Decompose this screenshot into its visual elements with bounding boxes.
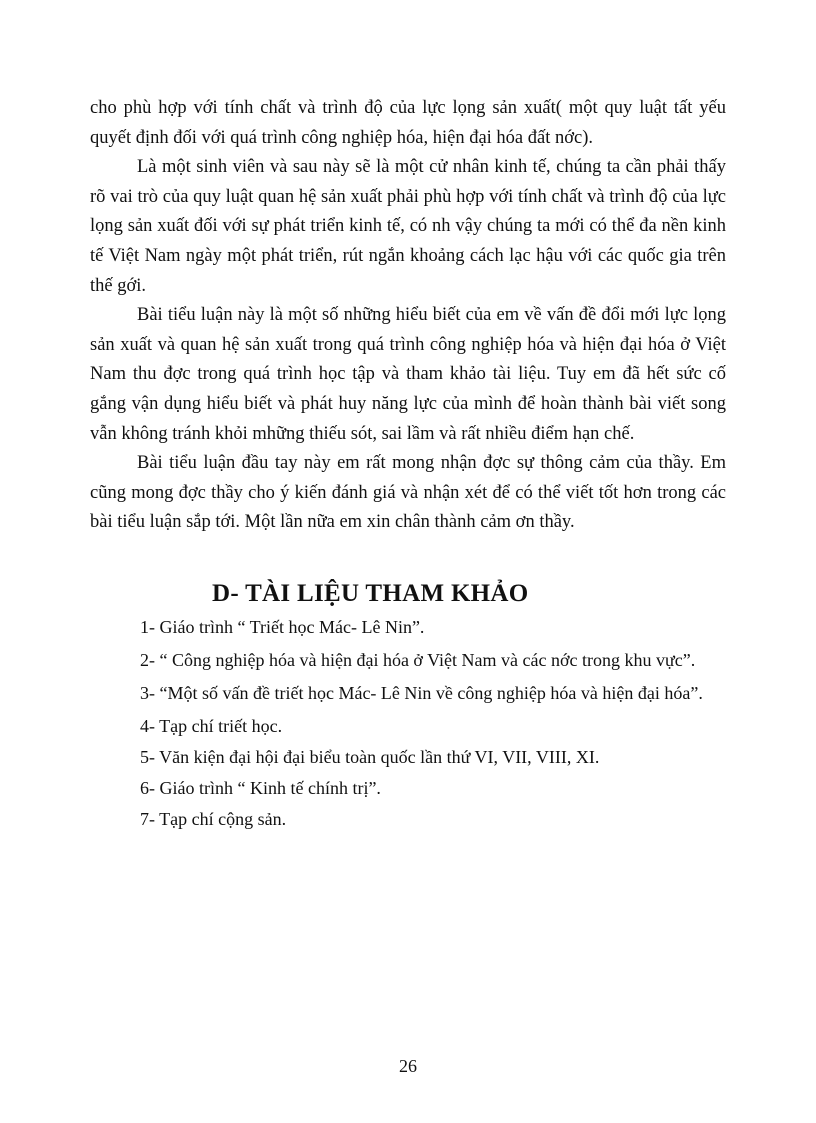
references-heading: D- TÀI LIỆU THAM KHẢO	[212, 580, 529, 607]
reference-item: 6- Giáo trình “ Kinh tế chính trị”.	[140, 778, 381, 798]
body-paragraph: Là một sinh viên và sau này sẽ là một cử nhân kinh tế, chúng ta cần phải thấy rõ vai trò của quy luật quan hệ sản xuất phải phù hợp với tính chất và trình độ của lực lọng sản xuất đối với sự phát triển kinh tế, có nh vậy chúng ta mới có thể đa nền kinh tế Việt Nam ngày một phát triển, rút ngắn khoảng cách lạc hậu với các quốc gia trên thế gới.	[90, 157, 726, 296]
reference-item: 7- Tạp chí cộng sản.	[140, 809, 287, 829]
reference-item: 3- “Một số vấn đề triết học Mác- Lê Nin về công nghiệp hóa và hiện đại hóa”.	[140, 683, 703, 703]
reference-list	[140, 612, 730, 835]
conclusion-text	[90, 94, 726, 538]
page-number: 26	[399, 1056, 417, 1076]
body-paragraph: cho phù hợp với tính chất và trình độ của lực lọng sản xuất( một quy luật tất yếu quyết định đối với quá trình công nghiệp hóa, hiện đại hóa đất nớc).	[90, 98, 726, 148]
body-paragraph: Bài tiểu luận này là một số những hiểu biết của em về vấn đề đổi mới lực lọng sản xuất và quan hệ sản xuất trong quá trình công nghiệp hóa và hiện đại hóa ở Việt Nam thu đợc trong quá trình học tập và tham khảo tài liệu. Tuy em đã hết sức cố gắng vận dụng hiểu biết và phát huy năng lực của mình để hoàn thành bài viết song vẫn không tránh khỏi mhững thiếu sót, sai lầm và rất nhiều điểm hạn chế.	[90, 305, 726, 444]
reference-item: 5- Văn kiện đại hội đại biểu toàn quốc lần thứ VI, VII, VIII, XI.	[140, 747, 600, 767]
reference-item: 1- Giáo trình “ Triết học Mác- Lê Nin”.	[140, 617, 425, 637]
reference-item: 2- “ Công nghiệp hóa và hiện đại hóa ở Việt Nam và các nớc trong khu vực”.	[140, 650, 696, 670]
body-paragraph: Bài tiểu luận đầu tay này em rất mong nhận đợc sự thông cảm của thầy. Em cũng mong đợc thầy cho ý kiến đánh giá và nhận xét để có thể viết tốt hơn trong các bài tiểu luận sắp tới. Một lần nữa em xin chân thành cảm ơn thầy.	[90, 453, 726, 533]
reference-item: 4- Tạp chí triết học.	[140, 716, 283, 736]
